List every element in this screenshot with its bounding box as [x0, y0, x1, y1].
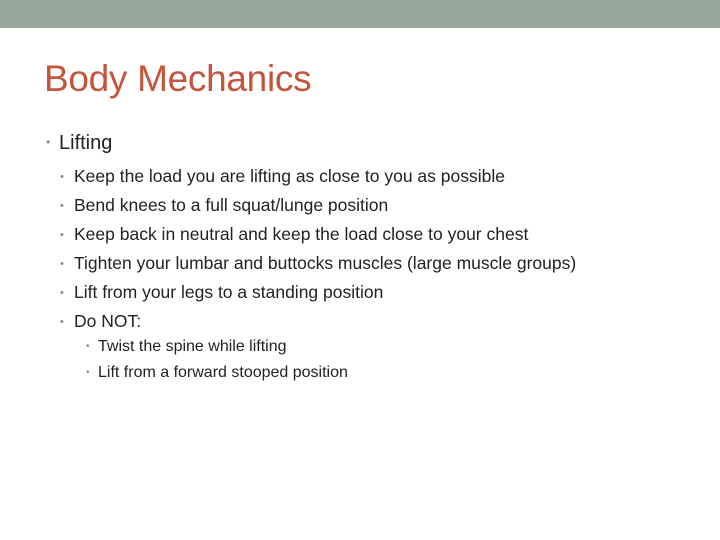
sub-bullet-item	[60, 195, 388, 216]
sub-bullet-text: Keep the load you are lifting as close to you as possible	[74, 166, 505, 186]
sub-sub-bullet-item	[86, 338, 287, 356]
bullet-icon: •	[60, 316, 64, 328]
top-band	[0, 0, 720, 28]
bullet-icon: •	[86, 341, 90, 352]
bullet-icon: •	[60, 229, 64, 241]
sub-bullet-text: Do NOT:	[74, 311, 142, 331]
sub-bullet-item	[60, 166, 505, 187]
sub-bullet-item	[60, 311, 141, 332]
sub-bullet-item	[60, 253, 576, 274]
bullet-lifting	[46, 132, 112, 155]
bullet-icon: •	[60, 200, 64, 212]
sub-bullet-text: Bend knees to a full squat/lunge position	[74, 195, 389, 215]
bullet-icon: •	[60, 287, 64, 299]
sub-sub-bullet-text: Twist the spine while lifting	[98, 338, 287, 355]
sub-bullet-item	[60, 282, 383, 303]
sub-bullet-item	[60, 224, 528, 245]
bullet-text: Lifting	[59, 132, 113, 154]
slide-title: Body Mechanics	[44, 58, 312, 99]
bullet-icon: •	[60, 171, 64, 183]
bullet-icon: •	[86, 367, 90, 378]
sub-sub-bullet-item	[86, 364, 348, 382]
sub-sub-bullet-text: Lift from a forward stooped position	[98, 364, 348, 381]
sub-bullet-text: Tighten your lumbar and buttocks muscles (large muscle groups)	[74, 253, 577, 273]
sub-bullet-text: Keep back in neutral and keep the load close to your chest	[74, 224, 529, 244]
sub-bullet-text: Lift from your legs to a standing position	[74, 282, 384, 302]
bullet-icon: •	[46, 135, 51, 149]
bullet-icon: •	[60, 258, 64, 270]
